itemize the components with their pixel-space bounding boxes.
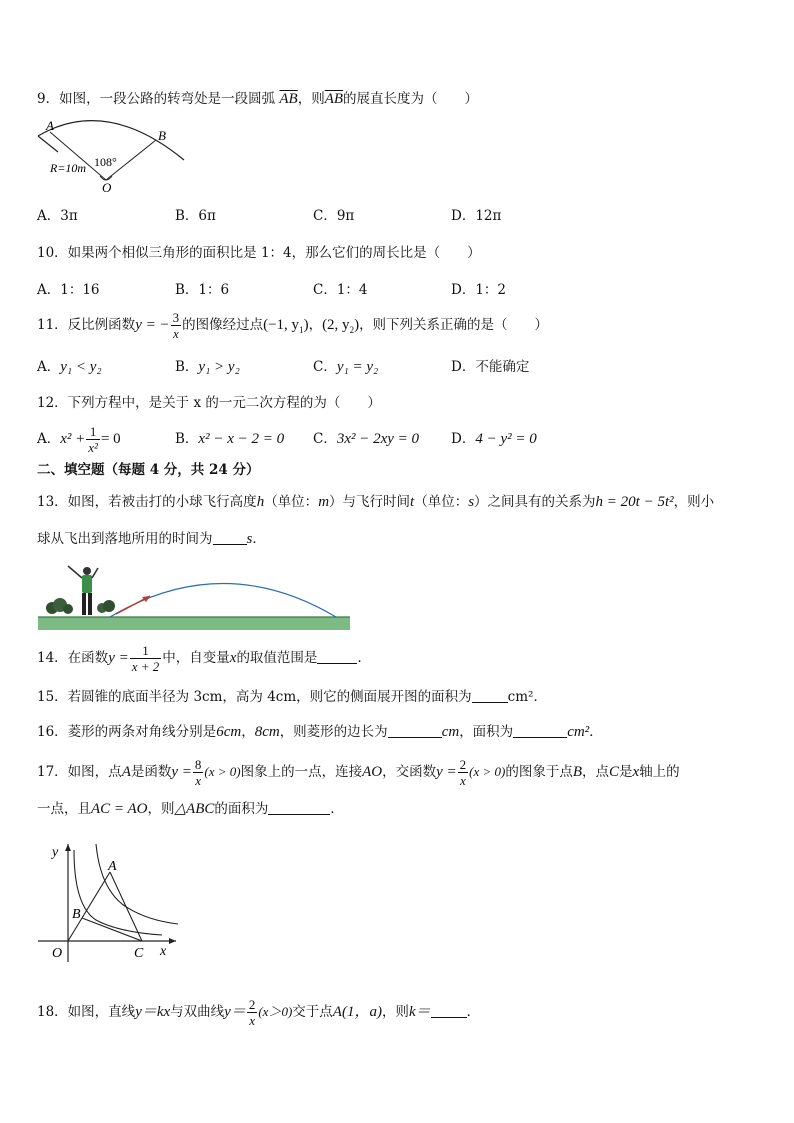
q11-option-c[interactable]: C．y₁ = y₂ [313, 359, 379, 375]
q9-option-b[interactable]: B．6π [175, 208, 216, 224]
q13-ground [38, 617, 350, 630]
q11-stem: 11．反比例函数y = − $\frac{3}{x}$ 的图像经过点(−1, $y_1$)，(2, $y_2$)，则下列关系正确的是（ ） [37, 310, 549, 341]
q11-option-a[interactable]: A．y₁ < y₂ [37, 359, 102, 375]
q17-fraction-8: $\frac{8}{x}$ [194, 757, 202, 788]
q9-label-a: A [46, 118, 54, 133]
q18-stem: 18．如图，直线y＝kx与双曲线y＝ $\frac{2}{x}$ (x＞0)交于点A(1，a)，则k＝ ． [37, 997, 481, 1028]
q18-answer-blank[interactable] [431, 1017, 467, 1018]
q11-fraction: $\frac{3}{x}$ [172, 310, 180, 341]
q17-fraction-2: $\frac{2}{x}$ [459, 757, 467, 788]
q17-curve-2-over-x [74, 850, 162, 935]
q14-fraction: $\frac{1}{x + 2}$ [131, 643, 160, 674]
q14-stem: 14．在函数y = $\frac{1}{x + 2}$ 中，自变量x的取值范围是 ． [37, 643, 371, 674]
q11-option-b[interactable]: B．y₁ > y₂ [175, 359, 240, 375]
q11-option-d[interactable]: D．不能确定 [451, 359, 530, 375]
q9-option-a[interactable]: A．3π [37, 208, 78, 224]
q10-option-d[interactable]: D．1：2 [451, 282, 507, 298]
q17-label-b: B [72, 907, 81, 922]
q10-option-b[interactable]: B．1：6 [175, 282, 230, 298]
q9-label-r: R=10m [50, 161, 87, 175]
q18-fraction: $\frac{2}{x}$ [248, 997, 256, 1028]
q10-stem: 10．如果两个相似三角形的面积比是 1：4，那么它们的周长比是（ ） [37, 245, 481, 261]
q17-label-c: C [134, 946, 144, 961]
q17-label-y: y [52, 845, 59, 860]
q13-bush-left [46, 598, 73, 614]
q17-label-o: O [52, 946, 63, 961]
q9-road-left [38, 136, 58, 152]
q17-graph-figure [36, 838, 186, 966]
q16-area-blank[interactable] [513, 737, 567, 738]
q12-stem: 12．下列方程中，是关于 x 的一元二次方程的为（ ） [37, 395, 381, 411]
q9-label-angle: 108° [94, 155, 117, 169]
q9-arc-ab-2: $\overline{AB}$ [324, 91, 344, 107]
q12-option-a[interactable]: A．x² + $\frac{1}{\text{x²}}$ = 0 [37, 424, 121, 455]
q9-label-b: B [158, 128, 166, 143]
q13-answer-blank[interactable] [213, 544, 247, 545]
q13-stem: 13．如图，若被击打的小球飞行高度h（单位：m）与飞行时间t（单位：s）之间具有的关系为h = 20t − 5t²，则小 [37, 494, 715, 510]
q9-arc-ab: $\overline{AB}$ [279, 91, 298, 107]
q16-side-blank[interactable] [388, 737, 442, 738]
q16-stem: 16．菱形的两条对角线分别是6cm，8cm，则菱形的边长为 cm，面积为 cm²． [37, 724, 603, 740]
q17-label-x: x [160, 944, 167, 959]
q15-stem: 15．若圆锥的底面半径为 3cm，高为 4cm，则它的侧面展开图的面积为 cm²． [37, 689, 547, 705]
section-heading-fill-in: 二、填空题（每题 4 分，共 24 分） [37, 462, 260, 478]
q15-answer-blank[interactable] [472, 702, 508, 703]
q14-answer-blank[interactable] [317, 663, 357, 664]
q13-line2: 球从飞出到落地所用的时间为 s． [37, 531, 266, 547]
q12-option-b[interactable]: B．x² − x − 2 = 0 [175, 431, 285, 447]
q12-fraction: $\frac{1}{\text{x²}}$ [88, 424, 98, 455]
q17-answer-blank[interactable] [268, 814, 330, 815]
q12-option-c[interactable]: C．3x² − 2xy = 0 [313, 431, 420, 447]
q9-arc-figure [36, 114, 196, 196]
q13-golf-figure [38, 560, 350, 632]
q17-curve-8-over-x [96, 844, 178, 924]
q9-label-o: O [102, 180, 112, 195]
q13-ball-trajectory [110, 584, 336, 618]
q9-option-c[interactable]: C．9π [313, 208, 355, 224]
q17-stem: 17．如图，点A是函数y = $\frac{8}{x}$ (x > 0)图象上的一点，连接AO，交函数y = $\frac{2}{x}$ (x > 0)的图象于点B，点C是x轴上的 [37, 757, 680, 788]
q17-label-a: A [108, 859, 117, 874]
q9-option-d[interactable]: D．12π [451, 208, 502, 224]
q10-option-c[interactable]: C．1：4 [313, 282, 368, 298]
q10-option-a[interactable]: A．1：16 [37, 282, 100, 298]
q17-line2: 一点，且AC = AO，则△ABC的面积为 ． [37, 801, 344, 817]
q13-bush-right [97, 600, 115, 613]
q12-option-d[interactable]: D．4 − y² = 0 [451, 431, 537, 447]
q9-stem: 9．如图，一段公路的转弯处是一段圆弧 $\overline{AB}$，则$\overline{AB}$的展直长度为（ ） [37, 91, 479, 107]
